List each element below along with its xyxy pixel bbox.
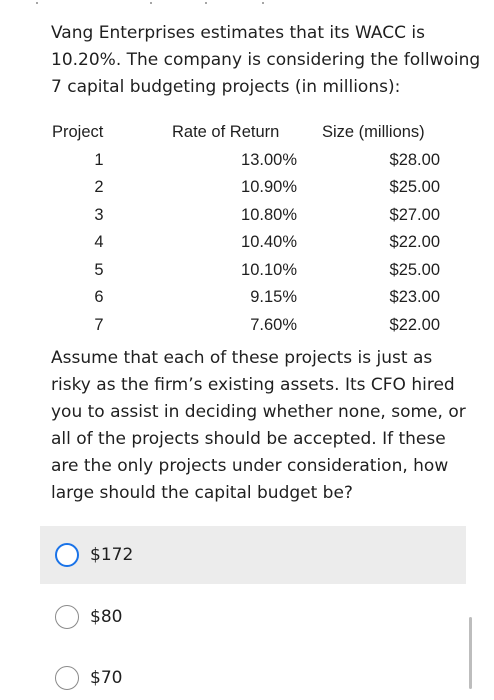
header-size: Size (millions) xyxy=(322,123,425,141)
answer-option-70[interactable] xyxy=(40,649,466,700)
radio-button-selected[interactable] xyxy=(55,543,79,567)
rate-of-return: 7.60% xyxy=(250,315,297,334)
projects-table xyxy=(52,119,452,339)
answer-option-172[interactable] xyxy=(40,526,466,584)
rate-of-return: 13.00% xyxy=(241,150,297,169)
table-row xyxy=(52,229,452,257)
project-size: $28.00 xyxy=(389,150,440,169)
rate-of-return: 10.80% xyxy=(241,205,297,224)
table-row xyxy=(52,202,452,230)
scrollbar-thumb[interactable] xyxy=(469,617,472,689)
header-project: Project xyxy=(52,123,104,141)
answer-option-80[interactable] xyxy=(40,588,466,646)
table-row xyxy=(52,174,452,202)
option-label: $80 xyxy=(90,607,123,627)
table-header-row xyxy=(52,119,452,147)
project-number: 7 xyxy=(94,315,104,334)
table-row xyxy=(52,312,452,340)
project-number: 5 xyxy=(94,260,104,279)
intro-text: Vang Enterprises estimates that its WACC is 10.20%. The company is considering the follwoing 7 capital budgeting projects (in millions): xyxy=(51,23,481,97)
project-number: 3 xyxy=(94,205,104,224)
radio-button[interactable] xyxy=(55,666,79,690)
table-row xyxy=(52,257,452,285)
radio-button[interactable] xyxy=(55,605,79,629)
project-size: $25.00 xyxy=(389,178,440,196)
option-label: $172 xyxy=(90,545,134,565)
option-label: $70 xyxy=(90,668,123,688)
project-number: 2 xyxy=(94,178,104,196)
top-edge-marks xyxy=(0,0,494,8)
project-size: $22.00 xyxy=(389,315,440,334)
question-text: Assume that each of these projects is just as risky as the firm’s existing assets. Its CFO hired you to assist in deciding whether none, some, or all of the projects should be accepted. If these are the only projects under consideration, how large should the capital budget be? xyxy=(51,348,466,503)
project-size: $27.00 xyxy=(389,205,440,224)
project-number: 1 xyxy=(94,150,104,169)
project-number: 6 xyxy=(94,288,104,306)
rate-of-return: 10.90% xyxy=(241,178,297,196)
project-size: $22.00 xyxy=(389,233,440,251)
rate-of-return: 10.40% xyxy=(241,233,297,251)
table-row xyxy=(52,147,452,175)
project-number: 4 xyxy=(94,233,104,251)
project-size: $23.00 xyxy=(389,288,440,306)
rate-of-return: 9.15% xyxy=(250,288,297,306)
rate-of-return: 10.10% xyxy=(241,260,297,279)
project-size: $25.00 xyxy=(389,260,440,279)
header-rate-of-return: Rate of Return xyxy=(172,123,280,141)
table-row xyxy=(52,284,452,312)
